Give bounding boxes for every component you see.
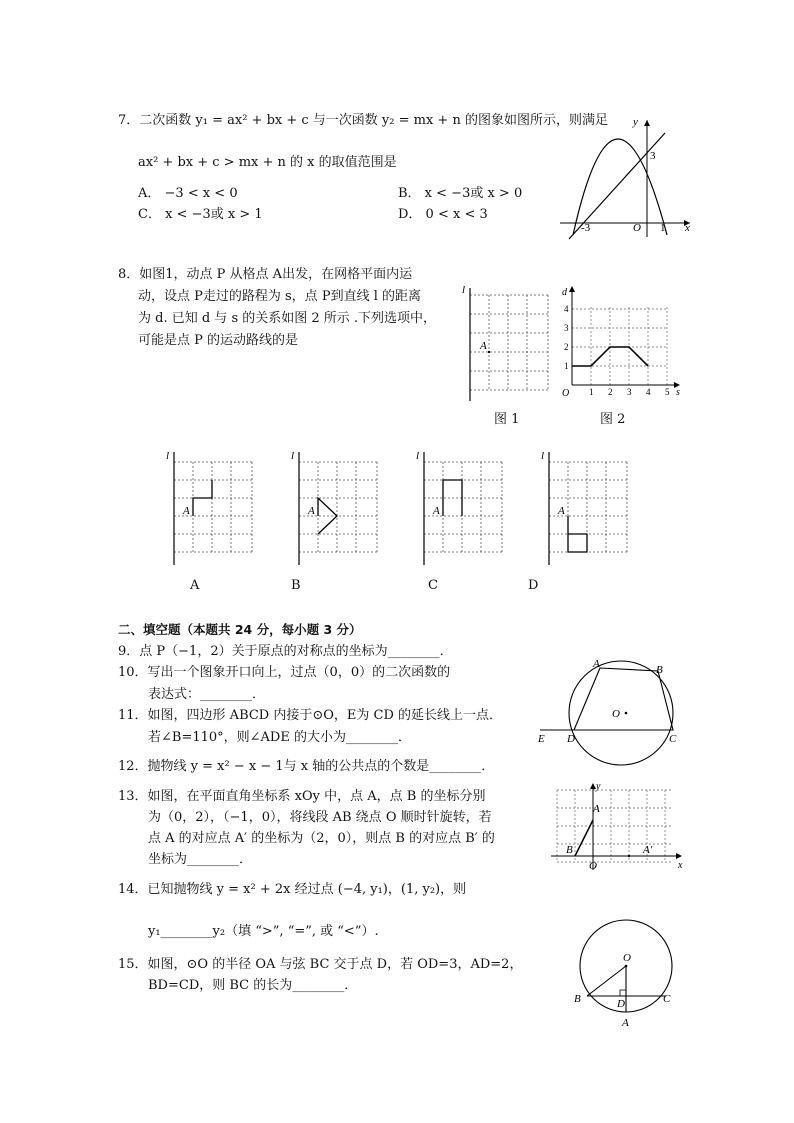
q10-text-line2: 表达式：________． (148, 687, 266, 702)
q13-label-a-prime: A′ (643, 844, 653, 856)
q8-option-d-figure[interactable] (535, 447, 655, 572)
q11-label-c: C (669, 733, 677, 745)
q15-label-o: O (623, 952, 631, 964)
q13-figure (545, 780, 690, 875)
q8-text-line1: 8．如图1，动点 P 从格点 A出发，在网格平面内运 (118, 267, 413, 282)
chart-x-tick: 4 (646, 387, 651, 397)
q14-text-line2: y₁________y₂（填 “>”, “=”, 或 “<”）. (148, 924, 379, 939)
q13-text-line3: 点 A 的对应点 A′ 的坐标为（2，0），则点 B 的对应点 B′ 的 (148, 831, 495, 846)
q11-figure (530, 655, 705, 750)
q15-label-c: C (663, 993, 671, 1005)
chart-y-tick: 3 (564, 323, 569, 333)
chart-x-tick: 1 (589, 387, 594, 397)
q7-tick-neg3: -3 (581, 222, 591, 234)
q7-text-line2: ax² + bx + c > mx + n 的 x 的取值范围是 (138, 155, 397, 170)
option-d-point-label: A (558, 505, 565, 517)
q8-option-a-label[interactable]: A (190, 578, 200, 593)
section2-heading: 二、填空题（本题共 24 分，每小题 3 分） (118, 622, 362, 637)
q8-text-line3: 为 d. 已知 d 与 s 的关系如图 2 所示 .下列选项中， (138, 311, 437, 326)
chart-x-tick: 3 (627, 387, 632, 397)
option-a-point-label: A (183, 505, 190, 517)
q15-text-line1: 15．如图，⊙O 的半径 OA 与弦 BC 交于点 D，若 OD=3，AD=2， (118, 957, 523, 972)
q15-figure (565, 910, 690, 1035)
q7-text-line1: 7．二次函数 y₁ = ax² + bx + c 与一次函数 y₂ = mx + n 的图象如图所示，则满足 (118, 113, 608, 128)
option-b-point-label: A (308, 505, 315, 517)
q7-x-label: x (685, 222, 690, 234)
q7-graph (555, 115, 695, 240)
chart-x-tick: 5 (665, 387, 670, 397)
option-b-line-label: l (291, 450, 295, 462)
q8-option-c-figure[interactable] (410, 447, 530, 572)
q13-text-line4: 坐标为________． (148, 852, 253, 867)
chart-y-tick: 2 (564, 342, 569, 352)
q7-option-d[interactable]: D． 0 < x < 3 (398, 207, 488, 222)
q11-label-e: E (538, 733, 545, 745)
q13-label-o: O (589, 860, 597, 872)
q13-x-label: x (678, 860, 683, 871)
q8-fig1-caption: 图 1 (494, 412, 520, 427)
q8-fig1 (460, 283, 555, 408)
chart-y-tick: 4 (564, 304, 569, 314)
q15-label-a: A (622, 1017, 629, 1029)
q15-text-line2: BD=CD，则 BC 的长为________． (148, 978, 358, 993)
q15-label-b: B (574, 993, 581, 1005)
q11-label-d: D (567, 733, 575, 745)
q7-y-label: y (633, 116, 638, 128)
chart-grid (572, 305, 667, 385)
q8-option-b-label[interactable]: B (291, 578, 301, 593)
q12-text: 12．抛物线 y = x² − x − 1与 x 轴的公共点的个数是________． (118, 759, 495, 774)
chart-x-tick: 2 (608, 387, 613, 397)
option-c-point-label: A (433, 505, 440, 517)
q13-text-line2: 为（0，2），（−1，0），将线段 AB 绕点 O 顺时针旋转，若 (148, 810, 492, 825)
q8-option-a-figure[interactable] (160, 447, 280, 572)
q8-fig2-caption: 图 2 (600, 412, 626, 427)
q8-option-c-label[interactable]: C (428, 578, 438, 593)
q8-fig2-chart (560, 283, 685, 403)
q7-option-c[interactable]: C． x < −3或 x > 1 (138, 207, 263, 222)
chart-origin: O (562, 388, 570, 399)
q11-text-line2: 若∠B=110°，则∠ADE 的大小为________． (148, 730, 411, 745)
q10-text-line1: 10．写出一个图象开口向上，过点（0，0）的二次函数的 (118, 665, 451, 680)
q8-option-b-figure[interactable] (285, 447, 405, 572)
q13-y-label: y (596, 781, 601, 792)
q8-option-d-label[interactable]: D (528, 578, 539, 593)
q11-label-o: O (612, 708, 620, 720)
q13-label-b: B (566, 844, 573, 856)
q7-origin: O (633, 222, 641, 234)
q14-text: 14．已知抛物线 y = x² + 2x 经过点 (−4, y₁)，(1, y₂)，则 (118, 882, 467, 897)
q13-label-a: A (593, 803, 600, 815)
q8-fig1-point-label: A (480, 340, 487, 352)
q11-text-line1: 11．如图，四边形 ABCD 内接于⊙O，E为 CD 的延长线上一点． (118, 708, 503, 723)
q15-label-d: D (617, 998, 625, 1010)
option-d-line-label: l (541, 450, 545, 462)
q13-text-line1: 13．如图，在平面直角坐标系 xOy 中，点 A，点 B 的坐标分别 (118, 789, 486, 804)
chart-x-label: s (676, 387, 680, 398)
q7-option-a[interactable]: A． −3 < x < 0 (138, 186, 238, 201)
q11-label-b: B (656, 664, 663, 676)
q7-tick-3: 3 (650, 150, 656, 162)
q11-label-a: A (593, 658, 600, 670)
q7-option-b[interactable]: B． x < −3或 x > 0 (398, 186, 523, 201)
q7-tick-1: 1 (660, 222, 666, 234)
option-a-line-label: l (166, 450, 170, 462)
option-c-line-label: l (416, 450, 420, 462)
chart-y-label: d (562, 287, 567, 298)
q8-text-line2: 动，设点 P走过的路程为 s，点 P到直线 l 的距离 (138, 289, 421, 304)
q8-fig1-line-label: l (462, 284, 466, 296)
q9-text: 9．点 P（−1，2）关于原点的对称点的坐标为________． (118, 644, 453, 659)
chart-y-tick: 1 (564, 361, 569, 371)
q8-text-line4: 可能是点 P 的运动路线的是 (138, 333, 299, 348)
